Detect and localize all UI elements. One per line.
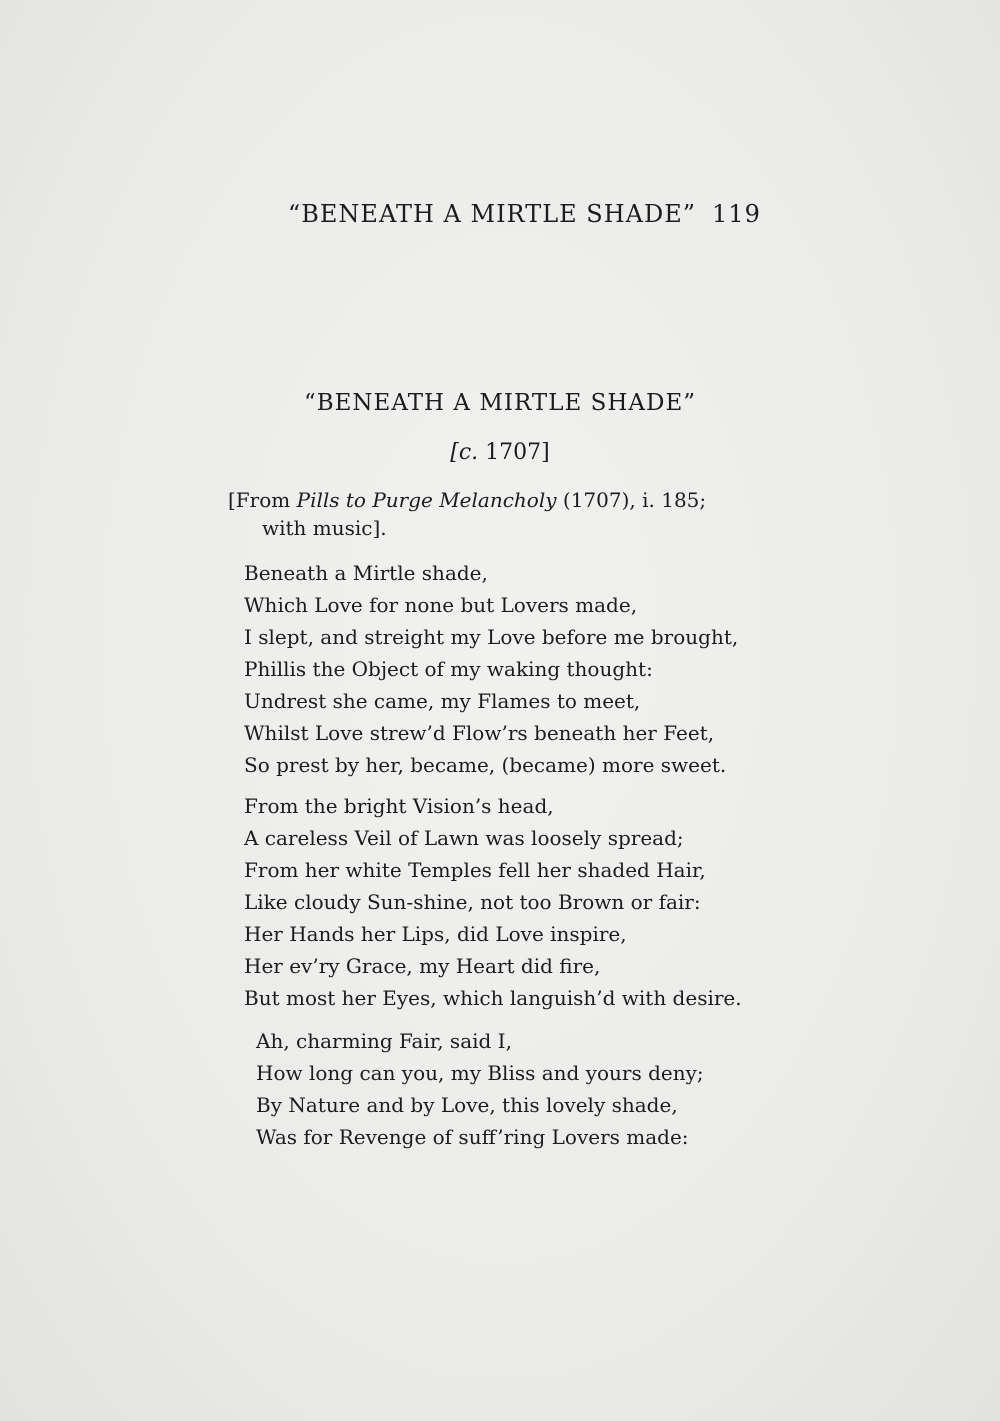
poem-line: Phillis the Object of my waking thought: [244,657,653,681]
poem-line: So prest by her, became, (became) more sweet. [244,753,727,777]
stanza-3 [256,1025,816,1153]
date-prefix: [c. [450,440,479,465]
source-note [228,486,788,542]
poem-line: Whilst Love strew’d Flow’rs beneath her Feet, [244,721,715,745]
poem-line: Her ev’ry Grace, my Heart did fire, [244,954,601,978]
poem-line: I slept, and streight my Love before me brought, [244,625,739,649]
poem-line: From her white Temples fell her shaded Hair, [244,858,706,882]
poem-line: Ah, charming Fair, said I, [256,1029,512,1053]
source-book-title: Pills to Purge Melancholy [296,488,557,512]
poem-line: Which Love for none but Lovers made, [244,593,638,617]
source-citation: (1707), i. 185; [556,488,707,512]
running-head [288,200,761,228]
poem-line: Was for Revenge of suff’ring Lovers made: [256,1125,689,1149]
running-head-title: “BENEATH A MIRTLE SHADE” [288,200,697,228]
source-line-1 [228,486,788,514]
source-open: [From [228,488,297,512]
stanza-2 [244,790,804,1014]
poem-line: By Nature and by Love, this lovely shade, [256,1093,678,1117]
poem-line: Her Hands her Lips, did Love inspire, [244,922,627,946]
poem-line: But most her Eyes, which languish’d with desire. [244,986,742,1010]
poem-line: Undrest she came, my Flames to meet, [244,689,641,713]
poem-line: From the bright Vision’s head, [244,794,554,818]
date-year: 1707] [478,440,550,465]
stanza-1 [244,557,804,781]
source-line-2: with music]. [262,516,387,540]
page-number: 119 [712,200,761,228]
poem-line: Like cloudy Sun-shine, not too Brown or fair: [244,890,701,914]
poem-line: How long can you, my Bliss and yours deny; [256,1061,704,1085]
poem-date [0,440,1000,465]
poem-title: “BENEATH A MIRTLE SHADE” [303,390,697,416]
poem-line: A careless Veil of Lawn was loosely spread; [244,826,684,850]
poem-line: Beneath a Mirtle shade, [244,561,488,585]
